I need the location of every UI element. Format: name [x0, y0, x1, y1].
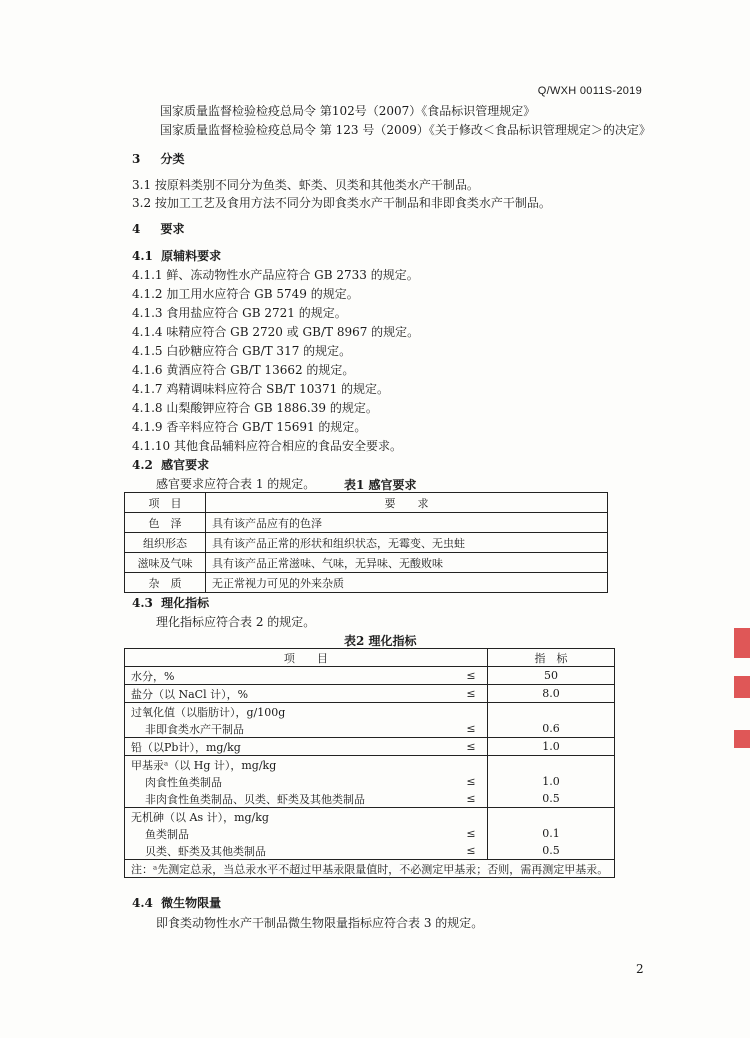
section-4-3-number: 4.3 — [132, 596, 153, 610]
clause-4-1-3: 4.1.3 食用盐应符合 GB 2721 的规定。 — [132, 306, 347, 320]
table-2-caption: 表2 理化指标 — [344, 634, 417, 648]
table-cell-value — [487, 756, 615, 774]
table-row — [125, 842, 615, 860]
table-row — [125, 720, 615, 738]
table-cell: 铅（以Pb计），mg/kg — [125, 738, 456, 756]
table-1-header-requirement: 要 求 — [206, 493, 608, 513]
section-4-1-title: 原辅料要求 — [161, 249, 222, 263]
table-cell: 盐分（以 NaCl 计），% — [125, 685, 456, 703]
table-cell-operator: ≤ — [455, 790, 487, 808]
section-4-4-text: 即食类动物性水产干制品微生物限量指标应符合表 3 的规定。 — [156, 916, 484, 930]
table-cell: 无正常视力可见的外来杂质 — [206, 573, 608, 593]
clause-4-1-9: 4.1.9 香辛料应符合 GB/T 15691 的规定。 — [132, 420, 367, 434]
table-cell: 甲基汞ᵃ（以 Hg 计），mg/kg — [125, 756, 456, 774]
table-cell: 具有该产品应有的色泽 — [206, 513, 608, 533]
table-cell-value — [487, 703, 615, 721]
table-row — [125, 773, 615, 790]
clause-4-1-1: 4.1.1 鲜、冻动物性水产品应符合 GB 2733 的规定。 — [132, 268, 419, 282]
section-4-title: 要求 — [160, 222, 185, 236]
section-4-4-title: 微生物限量 — [161, 896, 222, 910]
table-2-header-item: 项 目 — [125, 649, 488, 667]
table-row — [125, 756, 615, 774]
section-4-3-text: 理化指标应符合表 2 的规定。 — [156, 615, 316, 629]
table-cell-value: 0.6 — [487, 720, 615, 738]
section-4-2-number: 4.2 — [132, 458, 153, 472]
table-cell: 具有该产品正常滋味、气味，无异味、无酸败味 — [206, 553, 608, 573]
table-cell-value: 0.5 — [487, 842, 615, 860]
table-cell: 滋味及气味 — [125, 553, 206, 573]
section-4-4-heading — [132, 894, 221, 911]
table-cell-value: 0.5 — [487, 790, 615, 808]
section-4-1-heading — [132, 247, 221, 264]
clause-4-1-6: 4.1.6 黄酒应符合 GB/T 13662 的规定。 — [132, 363, 355, 377]
table-cell: 肉食性鱼类制品 — [125, 773, 456, 790]
table-cell: 杂 质 — [125, 573, 206, 593]
clause-4-1-5: 4.1.5 白砂糖应符合 GB/T 317 的规定。 — [132, 344, 352, 358]
table-cell-operator: ≤ — [455, 667, 487, 685]
clause-4-1-7: 4.1.7 鸡精调味料应符合 SB/T 10371 的规定。 — [132, 382, 390, 396]
table-cell-value: 0.1 — [487, 825, 615, 842]
clause-4-1-4: 4.1.4 味精应符合 GB 2720 或 GB/T 8967 的规定。 — [132, 325, 420, 339]
table-cell-operator: ≤ — [455, 773, 487, 790]
red-stamp-mark — [734, 676, 750, 698]
table-cell-value: 1.0 — [487, 773, 615, 790]
table-2-note: 注：ᵃ先测定总汞，当总汞水平不超过甲基汞限量值时，不必测定甲基汞；否则，需再测定甲基汞。 — [125, 860, 615, 878]
section-3-heading — [132, 150, 185, 167]
table-cell: 无机砷（以 As 计），mg/kg — [125, 808, 456, 826]
sensory-requirements-table — [124, 492, 608, 593]
table-cell-operator — [455, 703, 487, 721]
table-row — [125, 685, 615, 703]
table-1-caption: 表1 感官要求 — [344, 478, 417, 492]
section-4-heading — [132, 220, 185, 237]
clause-3-1: 3.1 按原料类别不同分为鱼类、虾类、贝类和其他类水产干制品。 — [132, 178, 479, 192]
table-note-row — [125, 860, 615, 878]
section-4-2-title: 感官要求 — [161, 458, 210, 472]
table-cell-operator — [455, 756, 487, 774]
table-1-header-item: 项 目 — [125, 493, 206, 513]
clause-4-1-8: 4.1.8 山梨酸钾应符合 GB 1886.39 的规定。 — [132, 401, 378, 415]
section-4-2-text: 感官要求应符合表 1 的规定。 — [156, 477, 316, 491]
table-row — [125, 533, 608, 553]
table-header-row — [125, 649, 615, 667]
table-row — [125, 738, 615, 756]
table-row — [125, 513, 608, 533]
table-row — [125, 703, 615, 721]
table-cell-operator: ≤ — [455, 825, 487, 842]
table-cell-operator: ≤ — [455, 685, 487, 703]
table-cell: 色 泽 — [125, 513, 206, 533]
table-row — [125, 825, 615, 842]
section-4-number: 4 — [132, 222, 141, 236]
table-cell-operator — [455, 808, 487, 826]
table-cell-value: 1.0 — [487, 738, 615, 756]
table-cell: 贝类、虾类及其他类制品 — [125, 842, 456, 860]
table-cell-value: 50 — [487, 667, 615, 685]
clause-4-1-2: 4.1.2 加工用水应符合 GB 5749 的规定。 — [132, 287, 359, 301]
section-4-3-heading — [132, 594, 209, 611]
table-row — [125, 667, 615, 685]
physicochemical-indicators-table — [124, 648, 615, 878]
red-stamp-mark — [734, 730, 750, 748]
table-2-header-indicator: 指 标 — [487, 649, 615, 667]
section-4-3-title: 理化指标 — [161, 596, 210, 610]
table-cell: 组织形态 — [125, 533, 206, 553]
table-header-row — [125, 493, 608, 513]
section-3-number: 3 — [132, 152, 141, 166]
table-cell-operator: ≤ — [455, 720, 487, 738]
clause-4-1-10: 4.1.10 其他食品辅料应符合相应的食品安全要求。 — [132, 439, 402, 453]
clause-3-2: 3.2 按加工工艺及食用方法不同分为即食类水产干制品和非即食类水产干制品。 — [132, 196, 551, 210]
table-row — [125, 790, 615, 808]
table-cell: 具有该产品正常的形状和组织状态，无霉变、无虫蛀 — [206, 533, 608, 553]
table-row — [125, 808, 615, 826]
table-cell-value — [487, 808, 615, 826]
table-cell: 水分，% — [125, 667, 456, 685]
section-4-1-number: 4.1 — [132, 249, 153, 263]
table-cell: 非肉食性鱼类制品、贝类、虾类及其他类制品 — [125, 790, 456, 808]
reference-line-2: 国家质量监督检验检疫总局令 第 123 号（2009）《关于修改＜食品标识管理规定＞的决定》 — [160, 123, 651, 137]
page-number: 2 — [636, 962, 644, 976]
red-stamp-mark — [734, 628, 750, 658]
standard-number: Q/WXH 0011S-2019 — [537, 85, 642, 97]
section-4-2-heading — [132, 456, 209, 473]
table-cell-operator: ≤ — [455, 738, 487, 756]
table-row — [125, 573, 608, 593]
table-cell: 非即食类水产干制品 — [125, 720, 456, 738]
table-cell: 过氧化值（以脂肪计），g/100g — [125, 703, 456, 721]
table-cell-value: 8.0 — [487, 685, 615, 703]
table-cell-operator: ≤ — [455, 842, 487, 860]
section-4-4-number: 4.4 — [132, 896, 153, 910]
table-row — [125, 553, 608, 573]
section-3-title: 分类 — [160, 152, 185, 166]
reference-line-1: 国家质量监督检验检疫总局令 第102号（2007）《食品标识管理规定》 — [160, 104, 536, 118]
table-cell: 鱼类制品 — [125, 825, 456, 842]
